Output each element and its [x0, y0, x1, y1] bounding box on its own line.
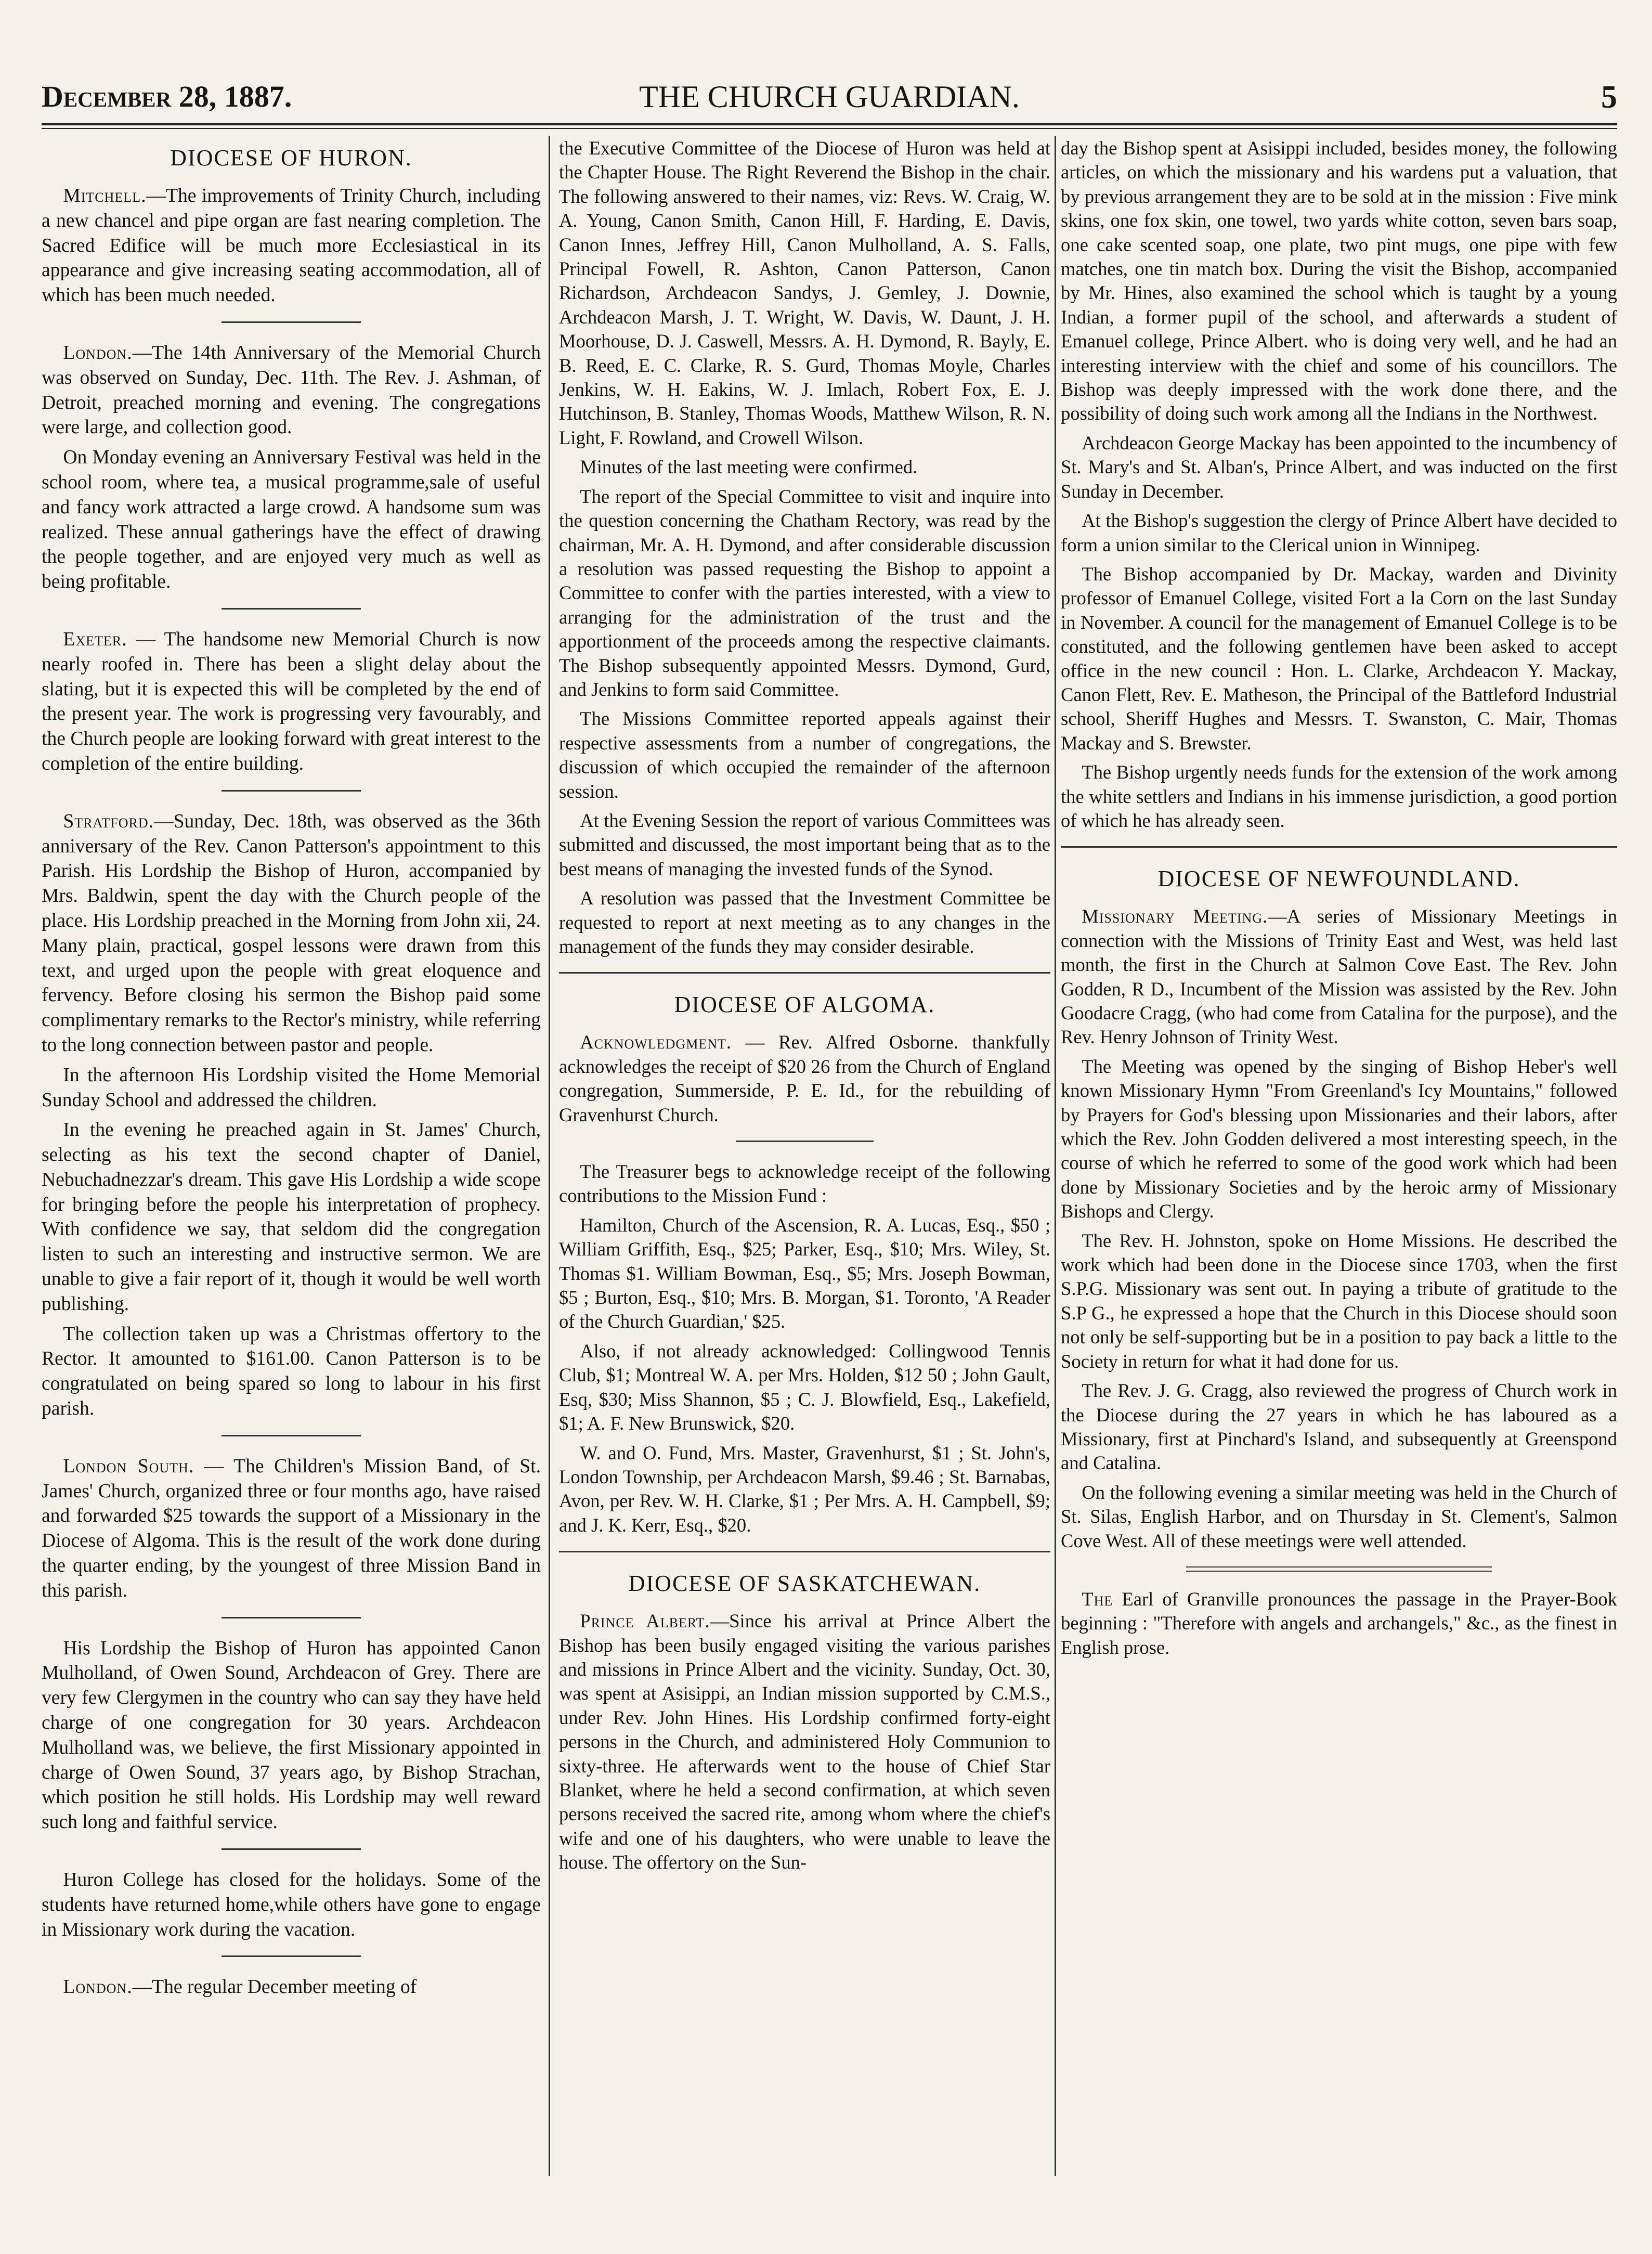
header-title: THE CHURCH GUARDIAN. — [639, 80, 1020, 114]
article-paragraph: The Rev. J. G. Cragg, also reviewed the progress of Church work in the Diocese during the 27 years in which he has laboured as a Missionary, first at Pinchard's Island, and subsequently at Greenspond and Catalina. — [1061, 1380, 1617, 1474]
dateline: London. — [63, 1976, 133, 1998]
header-rule — [42, 123, 1617, 125]
article-mitchell — [42, 184, 541, 308]
article-paragraph: The Bishop urgently needs funds for the extension of the work among the white settlers and Indians in his immense jurisdiction, a good portion of which he has already seen. — [1061, 761, 1617, 831]
article-divider — [222, 1435, 361, 1436]
article-text: —The regular December meeting of — [132, 1976, 417, 1998]
header-page-number: 5 — [1601, 80, 1617, 115]
section-divider — [559, 1551, 1050, 1552]
article-text: —The 14th Anniversary of the Memorial Church was observed on Sunday, Dec. 11th. The Rev. J. Ashman, of Detroit, preached morning and evening. The congregations were large, and collection good. — [42, 342, 541, 438]
article-text: —Since his arrival at Prince Albert the Bishop has been busily engaged visiting the various parishes and missions in Prince Albert and the vicinity. Sunday, Oct. 30, was spent at Asisippi, an Indian mission supported by C.M.S., under Rev. John Hines. His Lordship confirmed forty-eight persons in the Church, and administered Holy Communion to sixty-three. He afterwards went to the house of Chief Star Blanket, where he held a second confirmation, at which seven persons received the sacred rite, among whom where the chief's wife and one of his daughters, who were unable to leave the house. The offertory on the Sun- — [559, 1610, 1050, 1873]
article-paragraph: At the Evening Session the report of various Committees was submitted and discussed, the most important being that as to the best means of managing the invested funds of the Synod. — [559, 809, 1050, 879]
section-divider — [1061, 846, 1617, 848]
article-paragraph: Archdeacon George Mackay has been appointed to the incumbency of St. Mary's and St. Alban's, Prince Albert, and was inducted on the first Sunday in December. — [1061, 432, 1617, 502]
section-title-algoma: DIOCESE OF ALGOMA. — [674, 992, 935, 1018]
section-title-saskatchewan: DIOCESE OF SASKATCHEWAN. — [628, 1571, 981, 1597]
article-stratford — [42, 809, 541, 1058]
column-divider — [549, 136, 550, 2176]
article-divider — [222, 790, 361, 792]
article-divider — [222, 1617, 361, 1618]
article-paragraph: At the Bishop's suggestion the clergy of Prince Albert have decided to form a union similar to the Clerical union in Winnipeg. — [1061, 510, 1617, 555]
dateline: Exeter. — [63, 628, 127, 650]
article-text: —The improvements of Trinity Church, including a new chancel and pipe organ are fast nearing completion. The Sacred Edifice will be much more Ecclesiastical in its appearance and give increasing seating accommodation, all of which has been much needed. — [42, 185, 541, 306]
article-paragraph: Huron College has closed for the holidays. Some of the students have returned home,while others have gone to engage in Missionary work during the vacation. — [42, 1869, 541, 1940]
article-text: —A series of Missionary Meetings in connection with the Missions of Trinity East and West, was held last month, the first in the Church at Salmon Cove East. The Rev. John Godden, R D., Incumbent of the Mission was assisted by the Rev. John Goodacre Cragg, (who had come from Catalina for the purpose), and the Rev. Henry Johnson of Trinity West. — [1061, 905, 1617, 1048]
article-divider — [222, 1848, 361, 1850]
dateline: The — [1082, 1588, 1113, 1610]
article-paragraph: On the following evening a similar meeting was held in the Church of St. Silas, English Harbor, and on Thursday in St. Clement's, Salmon Cove West. All of these meetings were well attended. — [1061, 1481, 1617, 1551]
article-exeter — [42, 627, 541, 776]
article-text: —Sunday, Dec. 18th, was observed as the 36th anniversary of the Rev. Canon Patterson's appointment to this Parish. His Lordship the Bishop of Huron, accompanied by Mrs. Baldwin, spent the day with the Church people of the place. His Lordship preached in the Morning from John xii, 24. Many plain, practical, gospel lessons were drawn from this text, and urged upon the people with great eloquence and fervency. Before closing his sermon the Bishop paid some complimentary remarks to the Rector's ministry, while referring to the long connection between pastor and people. — [42, 810, 541, 1056]
article-paragraph: The Meeting was opened by the singing of Bishop Heber's well known Missionary Hymn "From Greenland's Icy Mountains," followed by Prayers for God's blessing upon Missionaries and their labors, after which the Rev. John Godden delivered a most interesting speech, in the course of which he referred to some of the good work which had been done by Missionary Societies and by the heroic army of Missionary Bishops and Clergy. — [1061, 1055, 1617, 1222]
dateline: Mitchell. — [63, 185, 147, 206]
article-paragraph: the Executive Committee of the Diocese of Huron was held at the Chapter House. The Right Reverend the Bishop in the chair. The following answered to their names, viz: Revs. W. Craig, W. A. Young, Canon Smith, Canon Hill, F. Harding, E. Davis, Canon Innes, Jeffrey Hill, Canon Mulholland, A. S. Falls, Principal Fowell, R. Ashton, Canon Patterson, Canon Richardson, Archdeacon Sandys, J. Gemley, J. Downie, Archdeacon Marsh, J. T. Wright, W. Davis, W. Daunt, J. H. Moorhouse, D. J. Caswell, Messrs. A. H. Dymond, R. Bayly, E. B. Reed, E. C. Clarke, R. S. Gurd, Thomas Moyle, Charles Jenkins, W. H. Eakins, W. J. Imlach, Robert Fox, E. J. Hutchinson, B. Stanley, Thomas Woods, Matthew Wilson, R. N. Light, F. Rowland, and Crowell Wilson. — [559, 137, 1050, 448]
article-divider — [222, 321, 361, 323]
article-london — [42, 341, 541, 440]
section-divider — [559, 972, 1050, 974]
section-title-huron: DIOCESE OF HURON. — [170, 145, 412, 171]
article-granville — [1061, 1587, 1617, 1660]
article-paragraph: Also, if not already acknowledged: Collingwood Tennis Club, $1; Montreal W. A. per Mrs. Holden, $12 50 ; John Gault, Esq, $30; Miss Shannon, $5 ; C. J. Blowfield, Esq., Lakefield, $1; A. F. New Brunswick, $20. — [559, 1340, 1050, 1434]
article-paragraph: The report of the Special Committee to visit and inquire into the question concerning the Chatham Rectory, was read by the chairman, Mr. A. H. Dymond, and after considerable discussion a resolution was passed requesting the Bishop to appoint a Committee to confer with the parties interested, with a view to arranging for the administration of the trust and the apportionment of the proceeds among the respective claimants. The Bishop subsequently appointed Messrs. Dymond, Gurd, and Jenkins to form said Committee. — [559, 485, 1050, 700]
article-paragraph: A resolution was passed that the Investment Committee be requested to report at next meeting as to any changes in the management of the funds they may consider desirable. — [559, 887, 1050, 957]
article-missionary-meeting — [1061, 904, 1617, 1049]
article-paragraph: The Rev. H. Johnston, spoke on Home Missions. He described the work which had been done in the Diocese since 1703, when the first S.P.G. Missionary was sent out. In paying a tribute of gratitude to the S.P G., he expressed a hope that the Church in this Diocese should soon not only be self-supporting but be in a position to pay back a little to the Society in return for what it had done for us. — [1061, 1229, 1617, 1372]
article-paragraph: The collection taken up was a Christmas offertory to the Rector. It amounted to $161.00. Canon Patterson is to be congratulated on being spared so long to labour in his first parish. — [42, 1323, 541, 1420]
article-london-2 — [42, 1975, 541, 2000]
article-text: — The Children's Mission Band, of St. James' Church, organized three or four months ago, have raised and forwarded $25 towards the support of a Missionary in the Diocese of Algoma. This is the result of the work done during the quarter ending, by the youngest of three Mission Band in this parish. — [42, 1455, 541, 1601]
article-paragraph: In the afternoon His Lordship visited the Home Memorial Sunday School and addressed the children. — [42, 1064, 541, 1111]
column-2 — [559, 136, 1050, 2176]
article-paragraph: On Monday evening an Anniversary Festival was held in the school room, where tea, a musical programme,sale of useful and fancy work attracted a large crowd. A handsome sum was realized. These annual gatherings have the effect of drawing the people together, and are enjoyed very much as well as being profitable. — [42, 447, 541, 593]
article-text: — Rev. Alfred Osborne. thankfully acknowledges the receipt of $20 26 from the Church of England congregation, Summerside, P. E. Id., for the rebuilding of Gravenhurst Church. — [559, 1031, 1050, 1125]
article-london-south — [42, 1454, 541, 1603]
dateline: Stratford. — [63, 810, 154, 832]
header-date: December 28, 1887. — [42, 80, 292, 113]
article-paragraph: The Bishop accompanied by Dr. Mackay, warden and Divinity professor of Emanuel College, visited Fort a la Corn on the last Sunday in November. A council for the management of Emanuel College is to be constituted, and the following gentlemen have been asked to accept office in the new council : Hon. L. Clarke, Archdeacon Y. Mackay, Canon Flett, Rev. E. Matheson, the Principal of the Battleford Industrial school, Sheriff Hughes and Messrs. T. Swanston, C. Mair, Thomas Mackay and S. Brewster. — [1061, 563, 1617, 754]
section-title-newfoundland: DIOCESE OF NEWFOUNDLAND. — [1157, 866, 1520, 892]
article-prince-albert — [559, 1609, 1050, 1874]
dateline: Acknowledgment. — [580, 1031, 732, 1053]
article-text: — The handsome new Memorial Church is now nearly roofed in. There has been a slight delay about the slating, but it is expected this will be completed by the end of the present year. The work is progressing very favourably, and the Church people are looking forward with great interest to the completion of the entire building. — [42, 628, 541, 774]
dateline: London South. — [63, 1455, 194, 1477]
article-text: Earl of Granville pronounces the passage in the Prayer-Book beginning : "Therefore with angels and archangels," &c., as the finest in English prose. — [1061, 1588, 1617, 1658]
article-paragraph: Hamilton, Church of the Ascension, R. A. Lucas, Esq., $50 ; William Griffith, Esq., $25; Parker, Esq., $10; Mrs. Wiley, St. Thomas $1. William Bowman, Esq., $5; Mrs. Joseph Bowman, $5 ; Burton, Esq., $10; Mrs. B. Morgan, $1. Toronto, 'A Reader of the Church Guardian,' $25. — [559, 1214, 1050, 1332]
dateline: Missionary Meeting. — [1082, 905, 1268, 927]
article-acknowledgment — [559, 1030, 1050, 1127]
column-divider — [1055, 136, 1056, 2176]
article-divider — [222, 1955, 361, 1957]
section-double-rule — [1186, 1566, 1492, 1572]
article-divider — [222, 608, 361, 610]
dateline: Prince Albert. — [580, 1610, 710, 1632]
header-rule-thin — [42, 128, 1617, 129]
article-divider — [736, 1141, 874, 1142]
article-paragraph: day the Bishop spent at Asisippi included, besides money, the following articles, on which the missionary and his wardens put a valuation, that by previous arrangement they are to be sold at in the mission : Five mink skins, one fox skin, one towel, two yards white cotton, seven bars soap, one cake scented soap, one plate, two pint mugs, one pipe with few matches, one tin match box. During the visit the Bishop, accompanied by Mr. Hines, also examined the school which is taught by a young Indian, a former pupil of the school, and afterwards a student of Emanuel college, Prince Albert. who is doing very well, and he had an interesting interview with the chief and some of his councillors. The Bishop was deeply impressed with the work done there, and the possibility of doing such work among all the Indians in the Northwest. — [1061, 137, 1617, 424]
column-3 — [1061, 136, 1617, 2176]
article-paragraph: The Treasurer begs to acknowledge receipt of the following contributions to the Mission Fund : — [559, 1161, 1050, 1207]
column-1 — [42, 136, 541, 2176]
article-paragraph: The Missions Committee reported appeals against their respective assessments from a number of congregations, the discussion of which occupied the remainder of the afternoon session. — [559, 708, 1050, 802]
article-paragraph: W. and O. Fund, Mrs. Master, Gravenhurst, $1 ; St. John's, London Township, per Archdeacon Marsh, $9.46 ; St. Barnabas, Avon, per Rev. W. H. Clarke, $1 ; Per Mrs. A. H. Campbell, $9; and J. K. Kerr, Esq., $20. — [559, 1442, 1050, 1536]
article-paragraph: Minutes of the last meeting were confirmed. — [580, 456, 918, 478]
article-paragraph: In the evening he preached again in St. James' Church, selecting as his text the second chapter of Daniel, Nebuchadnezzar's dream. This gave His Lordship a wide scope for bringing before the people his interpretation of prophecy. With confidence we say, that seldom did the congregation listen to such an interesting and instructive sermon. We are unable to give a fair report of it, though it would be well worth publishing. — [42, 1119, 541, 1315]
dateline: London. — [63, 342, 133, 364]
article-paragraph: His Lordship the Bishop of Huron has appointed Canon Mulholland, of Owen Sound, Archdeacon of Grey. There are very few Clergymen in the country who can say they have held charge of one congregation for 30 years. Archdeacon Mulholland was, we believe, the first Missionary appointed in charge of Owen Sound, 37 years ago, by Bishop Strachan, which position he still holds. His Lordship may well reward such long and faithful service. — [42, 1637, 541, 1833]
